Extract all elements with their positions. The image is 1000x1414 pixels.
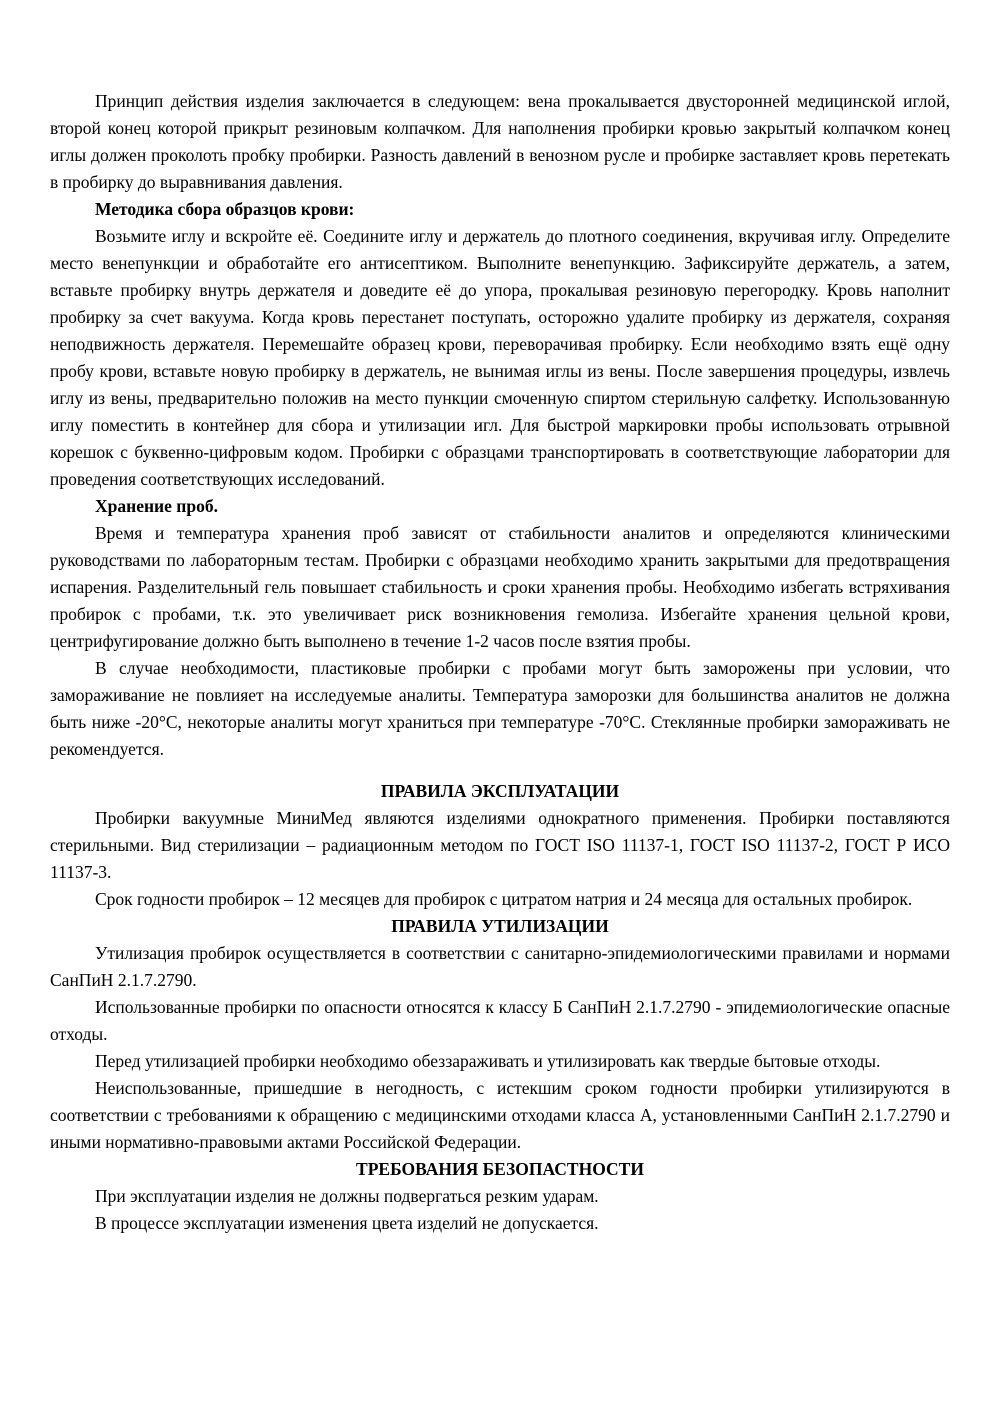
subsection-heading-collection-method: Методика сбора образцов крови:	[95, 199, 355, 219]
paragraph-principle: Принцип действия изделия заключается в следующем: вена прокалывается двусторонней медицинской иглой, второй конец которой прикрыт резиновым колпачком. Для наполнения пробирки кровью закрытый колпачком конец иглы должен проколоть пробку пробирки. Разность давлений в венозном русле и пробирке заставляет кровь перетекать в пробирку до выравнивания давления.	[50, 91, 950, 192]
subsection-heading-sample-storage: Хранение проб.	[95, 496, 218, 516]
paragraph-collection-procedure: Возьмите иглу и вскройте её. Соедините иглу и держатель до плотного соединения, вкручивая иглу. Определите место венепункции и обработайте его антисептиком. Выполните венепункцию. Зафиксируйте держатель, а затем, вставьте пробирку внутрь держателя и доведите её до упора, прокалывая резиновую перегородку. Кровь наполнит пробирку за счет вакуума. Когда кровь перестанет поступать, осторожно удалите пробирку из держателя, сохраняя неподвижность держателя. Перемешайте образец крови, переворачивая пробирку. Если необходимо взять ещё одну пробу крови, вставьте новую пробирку в держатель, не вынимая иглы из вены. После завершения процедуры, извлечь иглу из вены, предварительно положив на место пункции смоченную спиртом стерильную салфетку. Использованную иглу поместить в контейнер для сбора и утилизации игл. Для быстрой маркировки пробы использовать отрывной корешок с буквенно-цифровым кодом. Пробирки с образцами транспортировать в соответствующие лаборатории для проведения соответствующих исследований.	[50, 226, 950, 489]
paragraph-shelf-life: Срок годности пробирок – 12 месяцев для пробирок с цитратом натрия и 24 месяца для остальных пробирок.	[95, 889, 913, 909]
paragraph-sterilization: Пробирки вакуумные МиниМед являются изделиями однократного применения. Пробирки поставляются стерильными. Вид стерилизации – радиационным методом по ГОСТ ISO 11137-1, ГОСТ ISO 11137-2, ГОСТ Р ИСО 11137-3.	[50, 808, 950, 882]
paragraph-freezing: В случае необходимости, пластиковые пробирки с пробами могут быть заморожены при условии, что замораживание не повлияет на исследуемые аналиты. Температура заморозки для большинства аналитов не должна быть ниже -20°С, некоторые аналиты могут храниться при температуре -70°С. Стеклянные пробирки замораживать не рекомендуется.	[50, 658, 950, 759]
paragraph-decontamination: Перед утилизацией пробирки необходимо обеззараживать и утилизировать как твердые бытовые отходы.	[95, 1051, 881, 1071]
paragraph-no-color-change: В процессе эксплуатации изменения цвета изделий не допускается.	[95, 1213, 599, 1233]
paragraph-storage-conditions: Время и температура хранения проб зависят от стабильности аналитов и определяются клиническими руководствами по лабораторным тестам. Пробирки с образцами необходимо хранить закрытыми для предотвращения испарения. Разделительный гель повышает стабильность и сроки хранения пробы. Необходимо избегать встряхивания пробирок с пробами, т.к. это увеличивает риск возникновения гемолиза. Избегайте хранения цельной крови, центрифугирование должно быть выполнено в течение 1-2 часов после взятия пробы.	[50, 523, 950, 651]
paragraph-disposal-sanpin: Утилизация пробирок осуществляется в соответствии с санитарно-эпидемиологическими правилами и нормами СанПиН 2.1.7.2790.	[50, 943, 950, 990]
section-title-operation-rules: ПРАВИЛА ЭКСПЛУАТАЦИИ	[380, 781, 620, 801]
section-title-disposal-rules: ПРАВИЛА УТИЛИЗАЦИИ	[391, 916, 609, 936]
paragraph-used-tubes-class: Использованные пробирки по опасности относятся к классу Б СанПиН 2.1.7.2790 - эпидемиологические опасные отходы.	[50, 997, 950, 1044]
paragraph-no-impacts: При эксплуатации изделия не должны подвергаться резким ударам.	[95, 1186, 599, 1206]
paragraph-unused-tubes-disposal: Неиспользованные, пришедшие в негодность, с истекшим сроком годности пробирки утилизируются в соответствии с требованиями к обращению с медицинскими отходами класса А, установленными СанПиН 2.1.7.2790 и иными нормативно-правовыми актами Российской Федерации.	[50, 1078, 950, 1152]
section-title-safety-requirements: ТРЕБОВАНИЯ БЕЗОПАСТНОСТИ	[356, 1159, 644, 1179]
